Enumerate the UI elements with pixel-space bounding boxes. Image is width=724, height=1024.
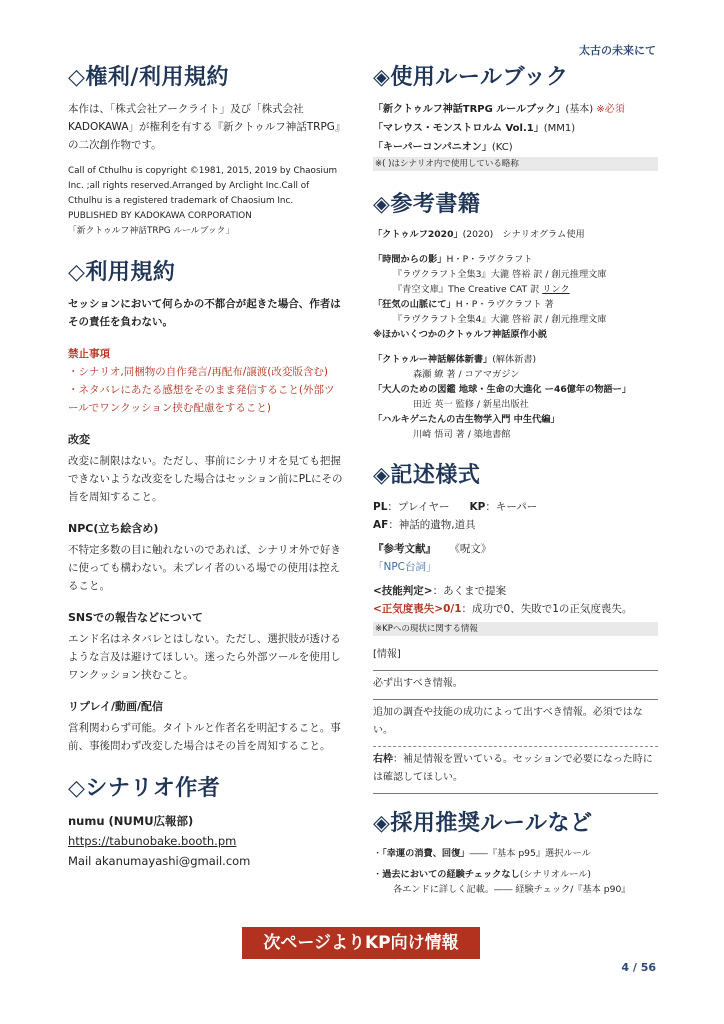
ref-2 <box>373 252 658 267</box>
recommend-2-title: 過去においての経験チェックなし <box>382 869 520 880</box>
heading-notation: ◈記述様式 <box>373 462 481 488</box>
recommend-2-rest: (シナリオルール) <box>519 869 591 880</box>
modify-title: 改変 <box>68 433 90 446</box>
ref-5-a: 田近 英一 監修 / 新星出版社 <box>413 399 529 410</box>
npc-body: 不特定多数の目に触れないのであれば、シナリオ外で好きに使っても構わない。未プレイ者のいる場での使用は控えること。 <box>68 544 341 592</box>
document-header-title: 太古の未来にて <box>579 44 656 57</box>
author-url-link[interactable]: https://tabunobake.booth.pm <box>68 834 237 848</box>
recommend-2-sub: 各エンドに詳しく記載。―― 経験チェック/『基本 p90』 <box>393 884 631 895</box>
ref-1-rest: (2020) シナリオグラム使用 <box>462 229 585 240</box>
san-val: ：成功で0、失敗で1の正気度喪失。 <box>461 603 633 615</box>
recommend-item-1: ・「幸運の消費、回復」――『基本 p95』選択ルール <box>373 848 591 859</box>
kp-info-note: ※KPへの現状に関する情報 <box>373 622 658 636</box>
rulebook-1-tag: (基本) <box>565 104 594 115</box>
ref-6-title: 「ハルキゲニたんの古生物学入門 中生代編」 <box>373 414 560 425</box>
heading-terms: ◇利用規約 <box>68 259 176 285</box>
sns-title: SNSでの報告などについて <box>68 611 203 624</box>
side-frame-key: 右枠 <box>373 754 393 765</box>
info-optional: 追加の調査や技能の成功によって出すべき情報。必須ではない。 <box>373 707 643 736</box>
heading-references: ◈参考書籍 <box>373 191 481 217</box>
info-label: [情報] <box>373 649 401 660</box>
rulebook-2-title: 「マレウス・モンストロルム Vol.1」 <box>373 123 544 134</box>
ref-5-title: 「大人のための図鑑 地球・生命の大進化 ー46億年の物語ー」 <box>373 384 632 395</box>
rulebook-1 <box>373 100 658 119</box>
ref-3-title: 「狂気の山脈にて」 <box>373 299 456 310</box>
recommend-item-2: ・過去においての経験チェックなし(シナリオルール) <box>373 869 591 880</box>
prohibit-item-2: ・ネタバレにあたる感想をそのまま発信すること(外部ツールでワンクッション挟む配慮をすること) <box>68 384 335 414</box>
san-key: <正気度喪失>0/1 <box>373 603 462 615</box>
abbrev-note: ※( )はシナリオ内で使用している略称 <box>373 157 658 171</box>
rulebook-2-tag: (MM1) <box>543 123 576 134</box>
copyright-english: Call of Cthulhu is copyright ©1981, 2015, 2019 by Chaosium Inc. ;all rights reserved.Arranged by Arclight Inc.Call of Cthulhu is a registered trademark of Chaosium Inc. <box>68 166 338 206</box>
ref-6-a: 川崎 悟司 著 / 築地書館 <box>413 429 511 440</box>
ref-2-link[interactable]: リンク <box>542 284 570 295</box>
ref-key: 『参考文献』 <box>373 543 436 555</box>
sns-body: エンド名はネタバレとはしない。ただし、選択肢が透けるような言及は避けてほしい。迷ったら外部ツールを使用しワンクッション挟むこと。 <box>68 633 341 681</box>
terms-lead: セッションにおいて何らかの不都合が起きた場合、作者はその責任を負わない。 <box>68 298 341 328</box>
spell-key: 《呪文》 <box>449 543 492 555</box>
ref-2-rest: H・P・ラヴクラフト <box>446 254 533 265</box>
ref-3 <box>373 297 658 312</box>
heading-rights: ◇権利/利用規約 <box>68 64 229 90</box>
af-val: ：神話的遺物,道具 <box>388 519 476 531</box>
ref-2-b-text: 『青空文庫』The Creative CAT 訳 <box>393 284 540 295</box>
ref-3-a: 『ラヴクラフト全集4』大瀧 啓裕 訳 / 創元推理文庫 <box>393 314 607 325</box>
ref-2-a: 『ラヴクラフト全集3』大瀧 啓裕 訳 / 創元推理文庫 <box>393 269 607 280</box>
prohibit-item-1: ・シナリオ,同梱物の自作発言/再配布/譲渡(改変版含む) <box>68 366 328 378</box>
info-side-frame <box>373 747 658 793</box>
required-badge: ※必須 <box>596 104 625 115</box>
notation-pl-kp <box>373 498 658 516</box>
replay-title: リプレイ/動画/配信 <box>68 700 164 713</box>
rulebook-line: 「新クトゥルフ神話TRPG ルールブック」 <box>68 226 235 236</box>
ref-4-rest: (解体新書) <box>492 354 537 365</box>
notation-ref-spell <box>373 540 658 558</box>
kp-val: ：キーパー <box>485 501 538 513</box>
kp-info-banner: 次ページよりKP向け情報 <box>242 927 480 959</box>
ref-3-note: ※ほかいくつかのクトゥルフ神話原作小説 <box>373 329 548 340</box>
author-mail: Mail akanumayashi@gmail.com <box>68 854 251 868</box>
ref-1-title: 「クトゥルフ2020」 <box>373 229 463 240</box>
info-required: 必ず出すべき情報。 <box>373 678 463 689</box>
side-frame-val: ：補足情報を置いている。セッションで必要になった時には確認してほしい。 <box>373 754 653 783</box>
kp-key: KP <box>469 501 486 513</box>
replay-body: 営利関わらず可能。タイトルと作者名を明記すること。事前、事後問わず改変した場合はその旨を周知すること。 <box>68 722 341 752</box>
ref-3-rest: H・P・ラヴクラフト 著 <box>455 299 554 310</box>
rulebook-2 <box>373 119 658 138</box>
ref-4 <box>373 352 658 367</box>
rulebook-3-tag: (KC) <box>491 142 513 153</box>
heading-author: ◇シナリオ作者 <box>68 775 221 801</box>
rulebook-3-title: 「キーパーコンパニオン」 <box>373 142 492 153</box>
page-number: 4 / 56 <box>621 961 656 974</box>
notation-af <box>373 516 658 534</box>
heading-rulebooks: ◈使用ルールブック <box>373 64 569 90</box>
right-column <box>373 62 658 897</box>
modify-body: 改変に制限はない。ただし、事前にシナリオを見ても把握できないような改変をした場合はセッション前にPLにその旨を周知すること。 <box>68 455 343 503</box>
publisher-line: PUBLISHED BY KADOKAWA CORPORATION <box>68 211 252 221</box>
ref-4-title: 「クトゥルー神話解体新書」 <box>373 354 493 365</box>
ref-1 <box>373 227 658 242</box>
skill-key: <技能判定> <box>373 585 433 597</box>
author-name: numu (NUMU広報部) <box>68 814 194 828</box>
rulebook-1-title: 「新クトゥルフ神話TRPG ルールブック」 <box>373 104 566 115</box>
notation-npc-line: 「NPC台詞」 <box>373 561 437 573</box>
recommend-1-title: 「幸運の消費、回復」 <box>382 848 470 859</box>
prohibit-title: 禁止事項 <box>68 348 110 360</box>
pl-key: PL <box>373 501 388 513</box>
ref-2-b <box>373 282 658 297</box>
skill-val: ：あくまで提案 <box>432 585 507 597</box>
heading-recommended-rules: ◈採用推奨ルールなど <box>373 810 593 836</box>
notation-san <box>373 600 658 618</box>
rights-paragraph: 本作は、「株式会社アークライト」及び「株式会社KADOKAWA」が権利を有する『新クトゥルフ神話TRPG』の二次創作物です。 <box>68 103 341 151</box>
left-column <box>68 62 343 871</box>
notation-skill <box>373 582 658 600</box>
npc-title: NPC(立ち絵含め) <box>68 522 159 535</box>
rulebook-3 <box>373 138 658 157</box>
ref-4-a: 森瀬 繚 著 / コアマガジン <box>413 369 520 380</box>
recommend-1-rest: ――『基本 p95』選択ルール <box>469 848 591 859</box>
ref-2-title: 「時間からの影」 <box>373 254 447 265</box>
af-key: AF <box>373 519 389 531</box>
pl-val: ：プレイヤー <box>387 501 450 513</box>
